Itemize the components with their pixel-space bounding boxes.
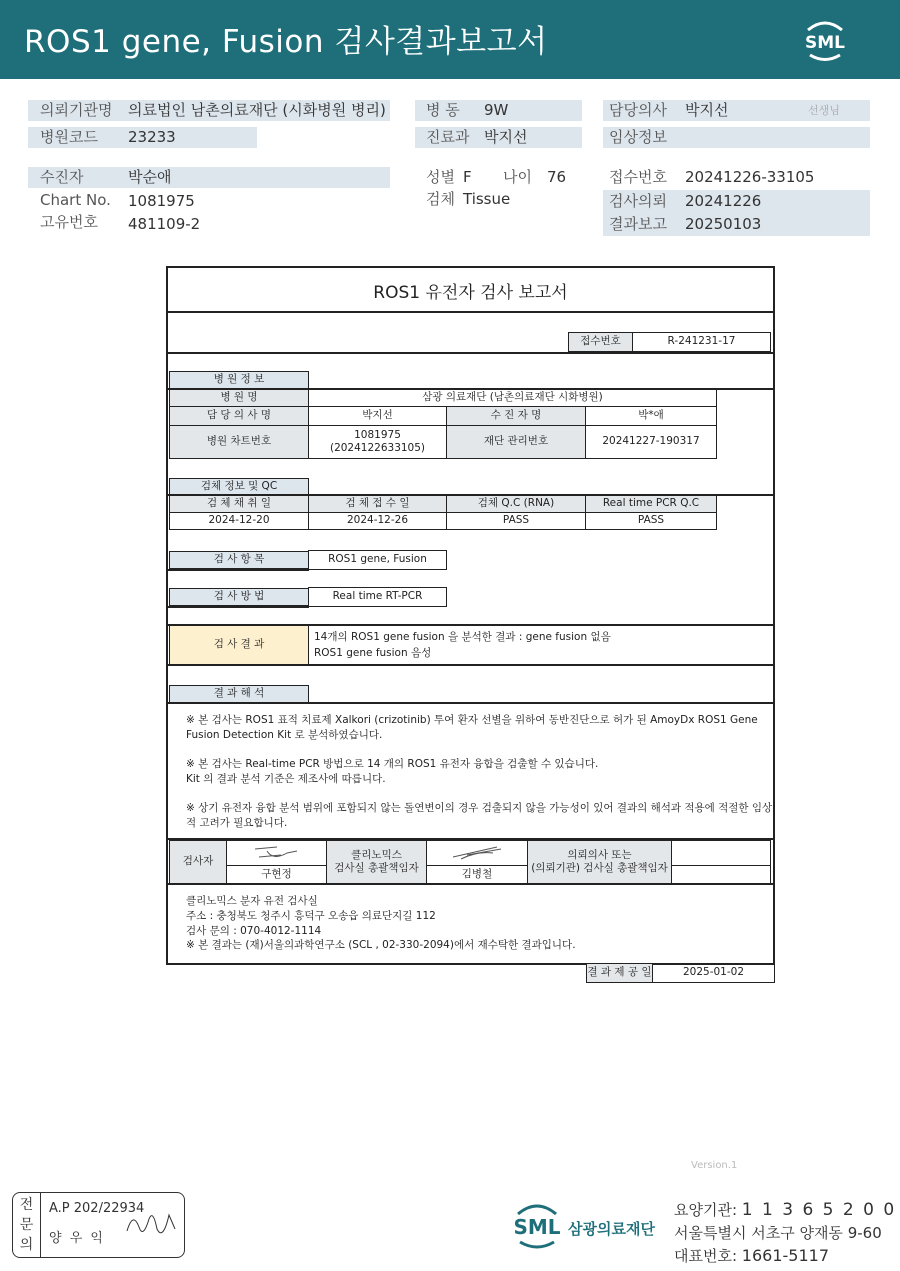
chart-number-cell [308,425,447,459]
tester-signature [226,840,327,866]
interpretation-2b: Kit 의 결과 분석 기준은 제조사에 따릅니다. [186,773,386,785]
interpretation-label: 결 과 해 석 [169,685,309,703]
director-signature [426,840,528,866]
provided-date-value: 2025-01-02 [652,963,775,983]
col-receive-date: 검 체 접 수 일 [308,495,447,513]
specimen-section-label: 검체 정보 및 QC [169,478,309,496]
dept-label: 진료과 [426,128,470,146]
patient-name-value: 박*애 [585,406,717,426]
lab-address: 주소 : 충청북도 청주시 흥덕구 오송읍 의료단지길 112 [186,910,436,922]
specimen-label: 검체 [426,190,455,208]
phone-label: 대표번호: [674,1247,738,1265]
col-qc-rna: 검체 Q.C (RNA) [446,495,586,513]
code-value: 1 1 3 6 5 2 0 0 [741,1200,897,1220]
req-doctor-label-line-2: (의뢰기관) 검사실 총괄책임자 [531,862,668,874]
stamp-license: A.P 202/22934 [49,1201,145,1216]
dept-value: 박지선 [484,128,528,146]
qc-rna-value: PASS [446,512,586,530]
interpretation-3a: ※ 상기 유전자 융합 분석 범위에 포함되지 않는 돌연변이의 경우 검출되지 않을 가능성이 있어 결과의 해석과 적용에 적절한 임상 [186,802,773,814]
qc-pcr-value: PASS [585,512,717,530]
phone-value: 1661-5117 [741,1246,830,1265]
patient-label: 수진자 [40,168,84,186]
doctor-value: 박지선 [685,101,729,119]
code-label: 요양기관: [674,1201,738,1219]
request-value: 20241226 [685,192,762,210]
foundation-number-label: 재단 관리번호 [446,425,586,459]
clinical-label: 임상정보 [609,128,667,146]
hospital-name-label: 병 원 명 [169,389,309,407]
divider [166,311,775,313]
stamp-side-label: 전문의 [13,1193,41,1257]
patient-value: 박순애 [128,168,172,186]
lab-name: 클리노믹스 분자 유전 검사실 [186,895,318,907]
company-logo-icon [508,1200,566,1252]
ward-label: 병 동 [426,101,460,119]
result-line-1: 14개의 ROS1 gene fusion 을 분석한 결과 : gene fusion 없음 [314,631,611,643]
version-label: Version.1 [691,1160,738,1171]
receipt-label: 접수번호 [609,168,667,186]
req-doctor-signature [671,840,771,866]
page-title: ROS1 gene, Fusion 검사결과보고서 [24,24,548,60]
result-label: 검 사 결 과 [169,625,309,665]
result-line-2: ROS1 gene fusion 음성 [314,647,432,659]
test-method-label: 검 사 방 법 [169,588,309,606]
divider [166,569,309,571]
director-signature-icon [447,843,507,863]
header-bar [0,0,900,79]
col-collect-date: 검 체 채 취 일 [169,495,309,513]
sex-value: F [463,168,472,186]
divider [166,664,775,666]
report-receipt-value: R-241231-17 [632,332,771,352]
report-label: 결과보고 [609,215,667,233]
lab-note: ※ 본 결과는 (재)서울의과학연구소 (SCL , 02-330-2094)에서 재수탁한 결과입니다. [186,939,576,951]
patient-name-label: 수 진 자 명 [446,406,586,426]
tester-name: 구현정 [226,865,327,884]
code-line [674,1199,896,1220]
company-name: 삼광의료재단 [568,1220,655,1238]
hospital-name-value: 삼광 의료재단 (남촌의료재단 시화병원) [308,389,717,407]
unique-value: 481109-2 [128,215,201,233]
interpretation-1a: ※ 본 검사는 ROS1 표적 치료제 Xalkori (crizotinib) 투여 환자 선별을 위하여 동반진단으로 허가 된 AmoyDx ROS1 Gene [186,714,758,726]
hospital-code-label: 병원코드 [40,128,98,146]
hospital-section-label: 병 원 정 보 [169,371,309,389]
stamp-name: 양 우 익 [49,1231,105,1246]
foundation-number-value: 20241227-190317 [585,425,717,459]
institution-label: 의뢰기관명 [40,101,113,119]
doctor-suffix: 선생님 [808,104,840,117]
sex-label: 성별 [426,168,455,186]
divider [166,352,775,354]
interpretation-2a: ※ 본 검사는 Real-time PCR 방법으로 14 개의 ROS1 유전자 융합을 검출할 수 있습니다. [186,758,599,770]
provided-date-label: 결 과 제 공 일 [586,963,653,983]
director-label [326,840,427,884]
unique-label: 고유번호 [40,213,98,231]
phone-line [674,1245,829,1266]
divider [166,702,775,704]
stamp-signature-icon [123,1205,181,1245]
ward-value: 9W [484,101,509,119]
doctor-name-value: 박지선 [308,406,447,426]
lab-phone: 검사 문의 : 070-4012-1114 [186,925,322,937]
doctor-name-label: 담 당 의 사 명 [169,406,309,426]
report-value: 20250103 [685,215,762,233]
chart-value: 1081975 [128,192,195,210]
interpretation-1b: Fusion Detection Kit 로 분석하였습니다. [186,729,383,741]
req-doctor-name [671,865,771,884]
test-item-value: ROS1 gene, Fusion [308,550,447,570]
chart-label: Chart No. [40,191,111,209]
receipt-value: 20241226-33105 [685,168,815,186]
req-doctor-label [527,840,672,884]
collect-date-value: 2024-12-20 [169,512,309,530]
chart-number-value: 1081975 [354,428,401,441]
director-name: 김병철 [426,865,528,884]
company-address: 서울특별시 서초구 양재동 9-60 [674,1224,882,1242]
chart-number-sub: (2024122633105) [329,442,426,454]
institution-value: 의료법인 남촌의료재단 (시화병원 병리) [128,101,386,119]
tester-signature-icon [247,843,307,863]
age-value: 76 [547,168,567,186]
director-label-line-2: 검사실 총괄책임자 [334,862,419,874]
tester-label: 검사자 [169,840,227,884]
company-logo-text: SML [513,1215,561,1239]
divider [166,883,775,885]
test-method-value: Real time RT-PCR [308,587,447,607]
report-title: ROS1 유전자 검사 보고서 [373,283,568,303]
sml-logo-icon [800,14,850,64]
specimen-value: Tissue [463,190,511,208]
hospital-code-value: 23233 [128,128,176,146]
pathologist-stamp [12,1192,185,1258]
chart-number-label: 병원 차트번호 [169,425,309,459]
sml-logo-text: SML [805,33,845,53]
divider [166,606,309,608]
director-label-line-1: 클리노믹스 [351,848,402,861]
request-label: 검사의뢰 [609,192,667,210]
receive-date-value: 2024-12-26 [308,512,447,530]
age-label: 나이 [503,168,532,186]
doctor-label: 담당의사 [609,101,667,119]
test-item-label: 검 사 항 목 [169,551,309,569]
report-receipt-label: 접수번호 [568,332,633,352]
interpretation-3b: 적 고려가 필요합니다. [186,817,288,829]
req-doctor-label-line-1: 의뢰의사 또는 [567,848,632,861]
col-qc-pcr: Real time PCR Q.C [585,495,717,513]
